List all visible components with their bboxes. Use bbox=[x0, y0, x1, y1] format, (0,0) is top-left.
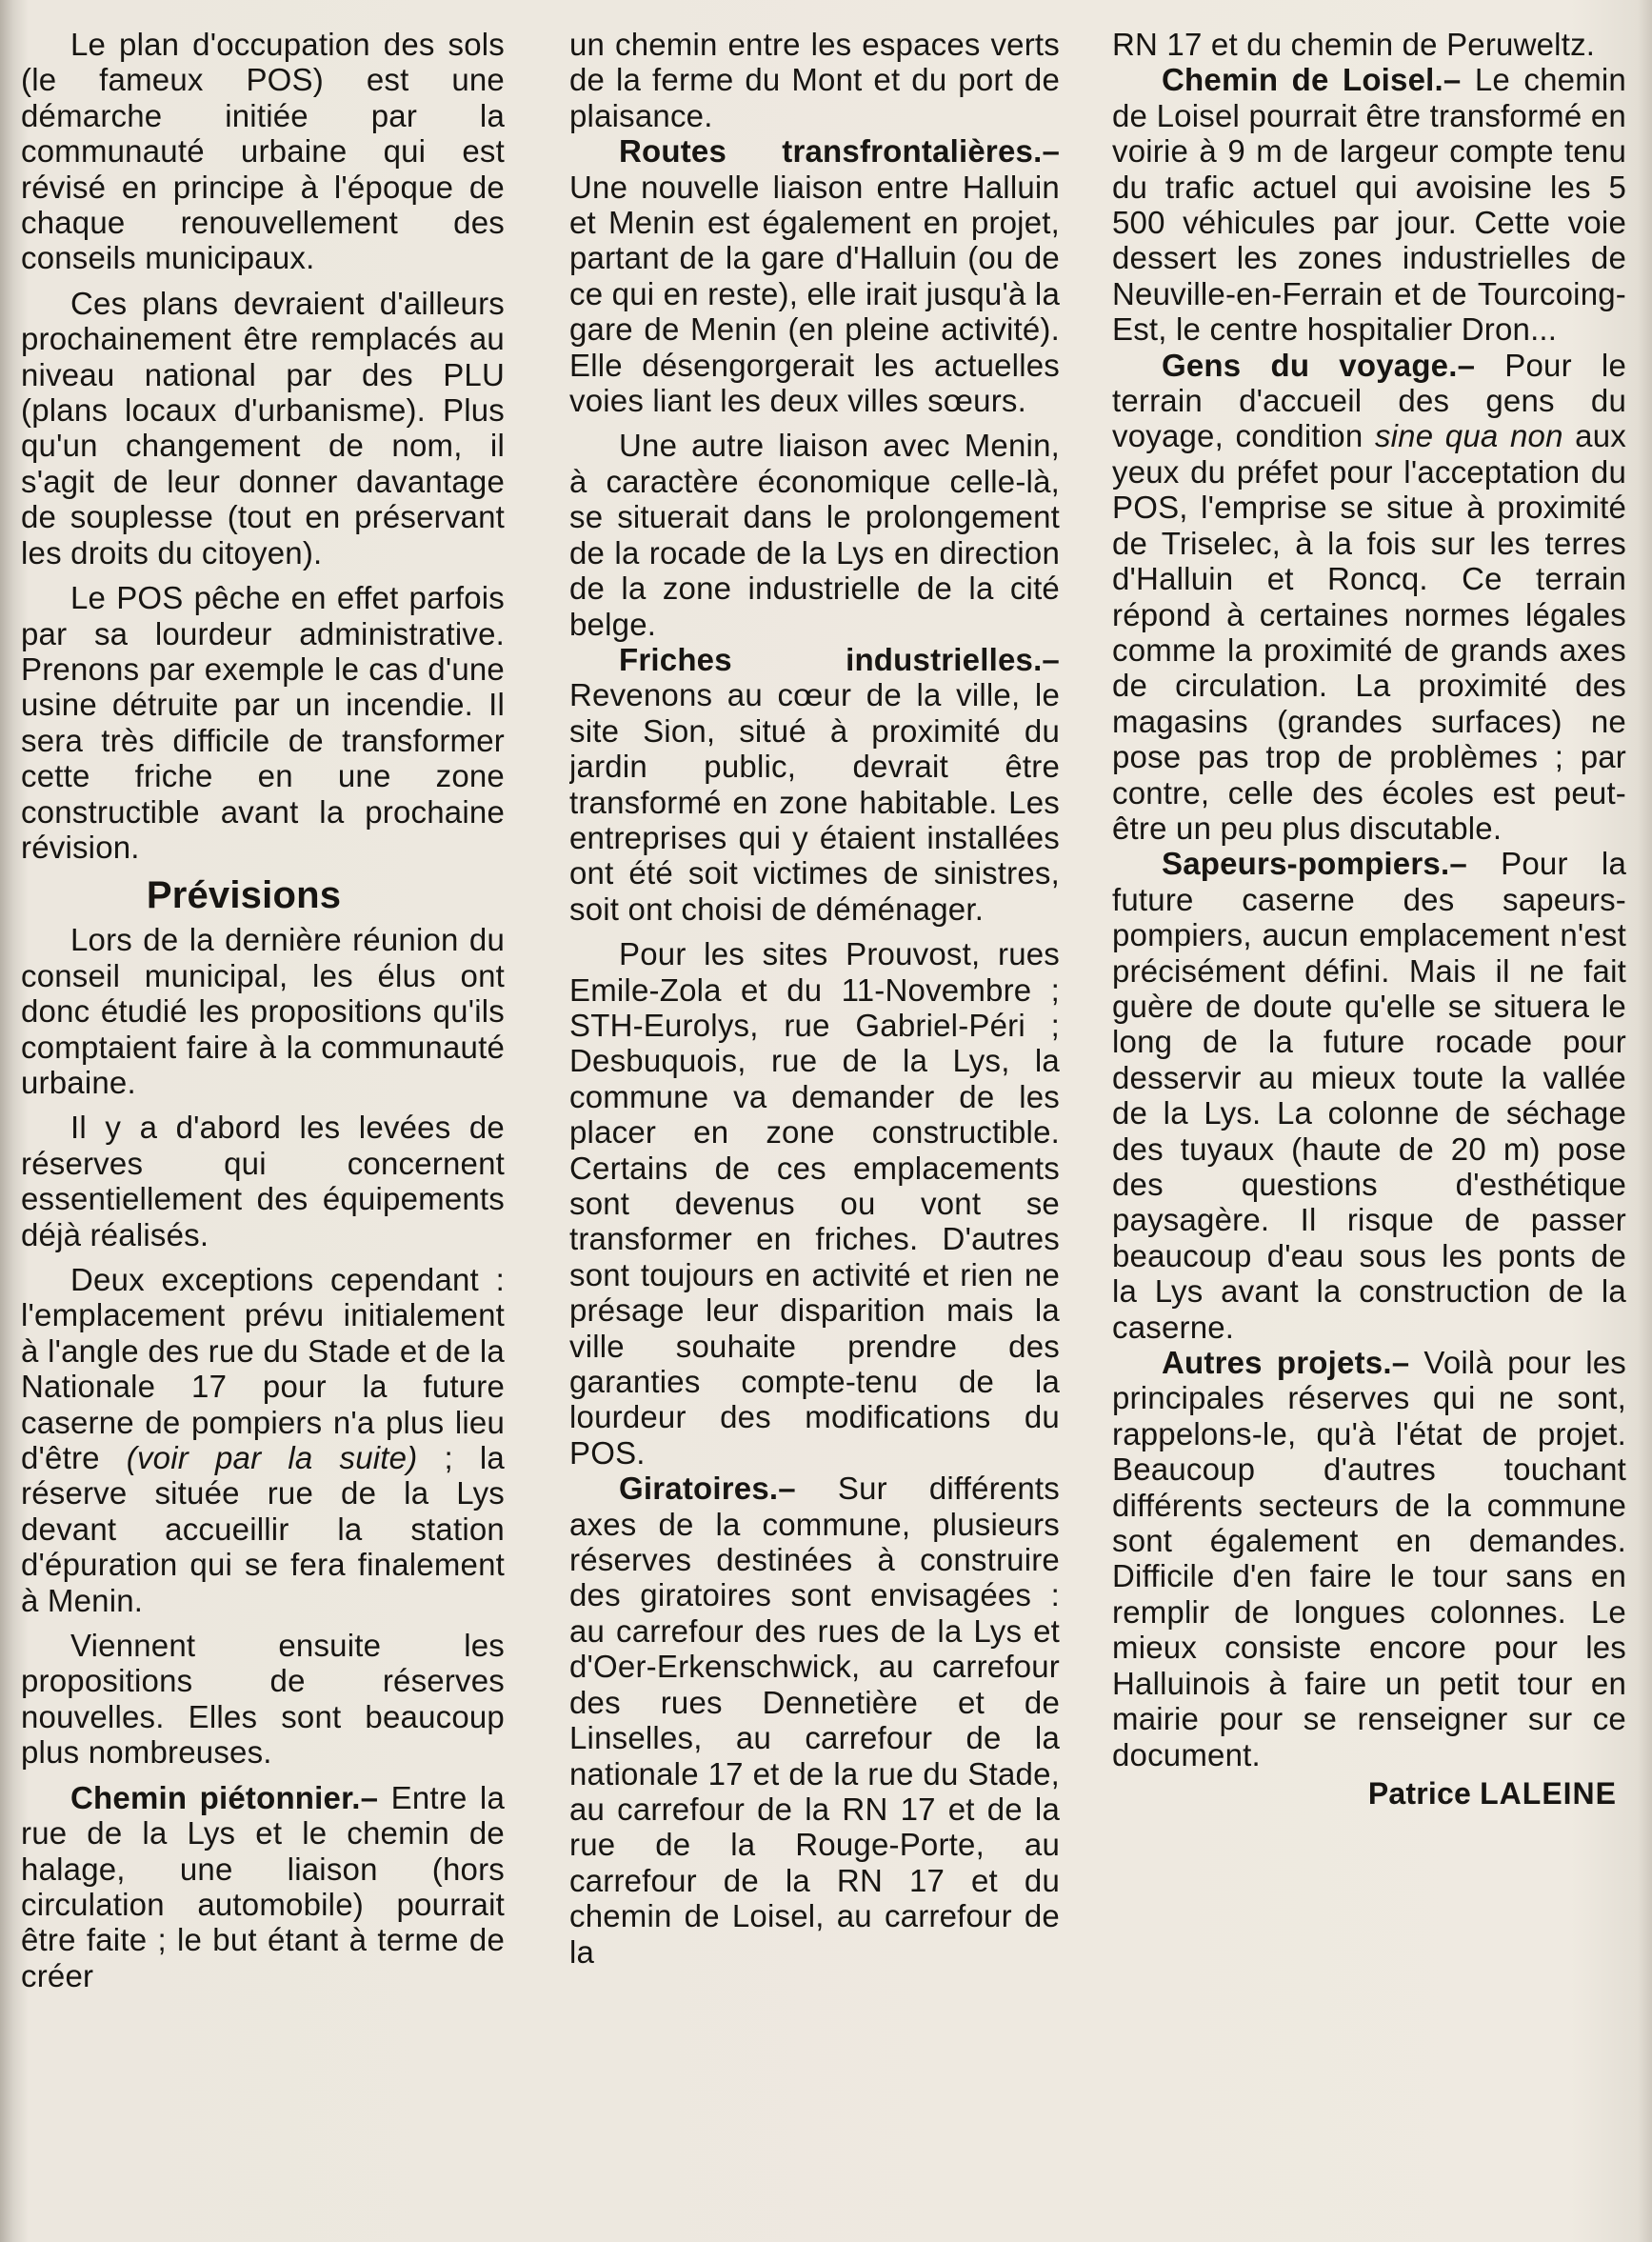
paragraph bbox=[1112, 846, 1626, 1345]
paragraph bbox=[569, 642, 1060, 927]
paragraph bbox=[1112, 1345, 1626, 1772]
run-in-heading: Giratoires.– bbox=[619, 1471, 796, 1507]
paragraph: Lors de la dernière réunion du conseil municipal, les élus ont donc étudié les propositions qu'ils comptaient faire à la communauté urbaine. bbox=[21, 922, 505, 1100]
paragraph-text: Entre la rue de la Lys et le chemin de halage, une liaison (hors circulation automobile) pourrait être faite ; le but étant à terme de créer bbox=[21, 1779, 505, 1993]
run-in-heading: Chemin piétonnier.– bbox=[70, 1779, 379, 1815]
paragraph-text: Le chemin de Loisel pourrait être transformé en voirie à 9 m de largeur compte tenu du trafic actuel qui avoisine les 5 500 véhicules par jour. Cette voie dessert les zones industrielles de Neuville-en-Ferrain et de Tourcoing-Est, le centre hospitalier Dron... bbox=[1112, 62, 1626, 348]
author-last-name: LALEINE bbox=[1480, 1775, 1617, 1811]
paragraph-text: Voilà pour les principales réserves qui ne sont, rappelons-le, qu'à l'état de projet. Beaucoup d'autres touchant différents secteurs de la commune sont également en demandes. Difficile d'en faire le tour sans en remplir de longues colonnes. Le mieux consiste encore pour les Halluinois à faire un petit tour en mairie pour se renseigner sur ce document. bbox=[1112, 1345, 1626, 1772]
italic-phrase: sine qua non bbox=[1374, 418, 1563, 454]
article-column-1 bbox=[21, 27, 505, 2227]
run-in-heading: Sapeurs-pompiers.– bbox=[1162, 846, 1467, 882]
author-signature bbox=[1112, 1776, 1626, 1812]
paragraph-text: ; la réserve située rue de la Lys devant accueillir la station d'épuration qui se fera finalement à Menin. bbox=[21, 1440, 505, 1618]
paragraph: Il y a d'abord les levées de réserves qui concernent essentiellement des équipements déjà réalisés. bbox=[21, 1110, 505, 1252]
paragraph: Viennent ensuite les propositions de réserves nouvelles. Elles sont beaucoup plus nombreuses. bbox=[21, 1628, 505, 1771]
paragraph: Le plan d'occupation des sols (le fameux POS) est une démarche initiée par la communauté urbaine qui est révisé en principe à l'époque de chaque renouvellement des conseils municipaux. bbox=[21, 27, 505, 276]
paragraph bbox=[1112, 62, 1626, 347]
article-column-2 bbox=[569, 27, 1060, 2227]
section-heading: Prévisions bbox=[146, 874, 342, 917]
italic-aside: (voir par la suite) bbox=[126, 1440, 418, 1476]
paragraph-text: Revenons au cœur de la ville, le site Sion, situé à proximité du jardin public, devrait être transformé en zone habitable. Les entreprises qui y étaient installées ont été soit victimes de sinistres, soit ont choisi de déménager. bbox=[569, 677, 1060, 927]
paragraph: Ces plans devraient d'ailleurs prochainement être remplacés au niveau national par des PLU (plans locaux d'urbanisme). Plus qu'un changement de nom, il s'agit de leur donner davantage de souplesse (tout en préservant les droits du citoyen). bbox=[21, 285, 505, 571]
paragraph: un chemin entre les espaces verts de la ferme du Mont et du port de plaisance. bbox=[569, 27, 1060, 133]
paragraph bbox=[21, 1262, 505, 1618]
paragraph bbox=[21, 1780, 505, 1993]
run-in-heading: Gens du voyage.– bbox=[1162, 347, 1476, 383]
paragraph bbox=[569, 133, 1060, 418]
paragraph-text: Sur différents axes de la commune, plusieurs réserves destinées à construire des giratoires sont envisagées : au carrefour des rues de la Lys et d'Oer-Erkenschwick, au carrefour des rues Dennetière et de Linselles, au carrefour de la nationale 17 et de la rue du Stade, au carrefour de la RN 17 et de la rue de la Rouge-Porte, au carrefour de la RN 17 et du chemin de Loisel, au carrefour de la bbox=[569, 1471, 1060, 1970]
run-in-heading: Routes transfrontalières.– bbox=[619, 133, 1060, 170]
article-column-3 bbox=[1112, 27, 1626, 2227]
paragraph-text: Deux exceptions cependant : l'emplacement prévu initialement à l'angle des rue du Stade et de la Nationale 17 pour la future caserne de pompiers n'a plus lieu d'être bbox=[21, 1262, 505, 1476]
run-in-heading: Autres projets.– bbox=[1162, 1345, 1410, 1381]
paragraph-text: aux yeux du préfet pour l'acceptation du POS, l'emprise se situe à proximité de Triselec, à la fois sur les terres d'Halluin et Roncq. Ce terrain répond à certaines normes légales comme la proximité de grands axes de circulation. La proximité des magasins (grandes surfaces) ne pose pas trop de problèmes ; par contre, celle des écoles est peut-être un peu plus discutable. bbox=[1112, 418, 1626, 846]
paragraph: Pour les sites Prouvost, rues Emile-Zola et du 11-Novembre ; STH-Eurolys, rue Gabriel-Péri ; Desbuquois, rue de la Lys, la commune va demander de les placer en zone constructible. Certains de ces emplacements sont devenus ou vont se transformer en friches. D'autres sont toujours en activité et rien ne présage leur disparition mais la ville souhaite prendre des garanties compte-tenu de la lourdeur des modifications du POS. bbox=[569, 936, 1060, 1471]
paragraph-text: Pour le terrain d'accueil des gens du voyage, condition bbox=[1112, 347, 1626, 454]
author-first-name: Patrice bbox=[1367, 1775, 1472, 1811]
paragraph: Le POS pêche en effet parfois par sa lourdeur administrative. Prenons par exemple le cas d'une usine détruite par un incendie. Il sera très difficile de transformer cette friche en une zone constructible avant la prochaine révision. bbox=[21, 580, 505, 865]
paragraph-text: Pour la future caserne des sapeurs-pompiers, aucun emplacement n'est précisément défini. Mais il ne fait guère de doute qu'elle se situera le long de la future rocade pour desservir au mieux toute la vallée de la Lys. La colonne de séchage des tuyaux (haute de 20 m) pose des questions d'esthétique paysagère. Il risque de passer beaucoup d'eau sous les ponts de la Lys avant la construction de la caserne. bbox=[1112, 846, 1626, 1345]
run-in-heading: Friches industrielles.– bbox=[619, 641, 1060, 677]
run-in-heading: Chemin de Loisel.– bbox=[1162, 62, 1462, 98]
paragraph-text: Une nouvelle liaison entre Halluin et Menin est également en projet, partant de la gare d'Halluin (ou de ce qui en reste), elle irait jusqu'à la gare de Menin (en pleine activité). Elle désengorgerait les actuelles voies liant les deux villes sœurs. bbox=[569, 169, 1060, 419]
paragraph bbox=[569, 1471, 1060, 1970]
paragraph bbox=[1112, 348, 1626, 847]
paragraph: Une autre liaison avec Menin, à caractère économique celle-là, se situerait dans le prolongement de la rocade de la Lys en direction de la zone industrielle de la cité belge. bbox=[569, 428, 1060, 642]
paragraph: RN 17 et du chemin de Peruweltz. bbox=[1112, 27, 1596, 62]
